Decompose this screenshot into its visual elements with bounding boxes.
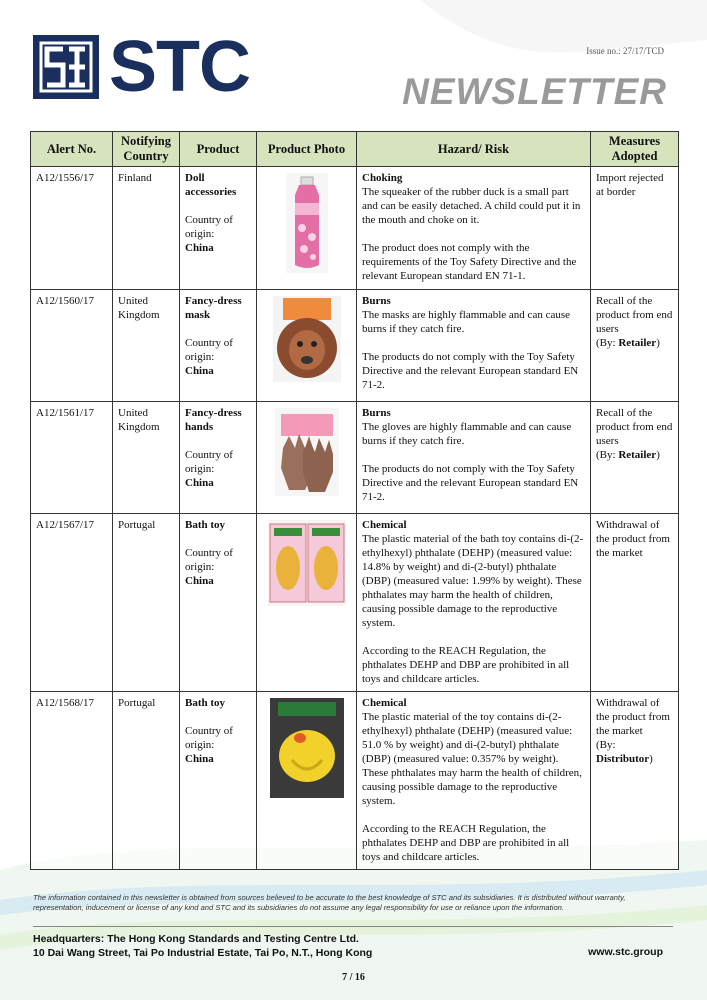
origin-label: Country of origin:	[185, 547, 233, 573]
disclaimer-text: The information contained in this newsletter is obtained from sources believed to be accurate to the best knowledge of STC and its subsidiaries. It is distributed without warranty, representation, inducement or license of any kind and STC and its subsidiaries do not assume any legal responsibility for use or reliance upon the information.	[33, 893, 626, 912]
product-name: Bath toy	[185, 697, 226, 709]
measures-cell	[591, 514, 679, 692]
product-photo-doll-accessories	[286, 173, 328, 273]
measure-text: Import rejected at border	[596, 172, 664, 198]
column-header: Measures Adopted	[591, 132, 679, 167]
table-row	[31, 290, 679, 402]
stc-logo-text: STC	[109, 27, 250, 107]
notifying-country: United Kingdom	[113, 290, 180, 402]
hazard-description: The plastic material of the bath toy contains di-(2-ethylhexyl) phthalate (DEHP) (measured value: 14.8% by weight) and di-(2-butyl) phthalate (DBP) (measured value: 1.99% by weight). These phthalates may harm the health of children, causing possible damage to the reproductive system.	[362, 533, 584, 629]
issue-number: Issue no.: 27/17/TCD	[586, 46, 664, 56]
measure-by-party: Retailer	[618, 337, 657, 349]
alert-number: A12/1556/17	[31, 167, 113, 290]
origin-label: Country of origin:	[185, 725, 233, 751]
notifying-country: Portugal	[113, 514, 180, 692]
hazard-cell	[357, 514, 591, 692]
hazard-cell	[357, 692, 591, 870]
hazard-compliance: The products do not comply with the Toy Safety Directive and the relevant European standard EN 71-2.	[362, 463, 579, 503]
origin-country: China	[185, 242, 214, 254]
product-cell	[180, 167, 257, 290]
product-photo-cell	[257, 167, 357, 290]
hazard-description: The plastic material of the toy contains di-(2-ethylhexyl) phthalate (DEHP) (measured value: 51.0 % by weight) and di-(2-butyl) phthalate (DBP) (measured value: 0.357% by weight). These phthalates may harm the health of children, causing possible damage to the reproductive system.	[362, 711, 582, 807]
product-photo-cell	[257, 402, 357, 514]
stc-logo	[33, 27, 250, 107]
alert-number: A12/1567/17	[31, 514, 113, 692]
product-cell	[180, 402, 257, 514]
footer-divider	[33, 926, 673, 927]
measures-cell	[591, 167, 679, 290]
product-name: Fancy-dress mask	[185, 295, 242, 321]
hazard-title: Chemical	[362, 519, 407, 531]
measures-cell	[591, 402, 679, 514]
notifying-country: Portugal	[113, 692, 180, 870]
hazard-cell	[357, 290, 591, 402]
measure-text: Withdrawal of the product from the market	[596, 697, 670, 737]
alert-number: A12/1560/17	[31, 290, 113, 402]
hazard-regulation: According to the REACH Regulation, the phthalates DEHP and DBP are prohibited in all toys and childcare articles.	[362, 645, 570, 685]
measure-by-party: Retailer	[618, 449, 657, 461]
table-row	[31, 692, 679, 870]
table-row	[31, 402, 679, 514]
headquarters-address	[33, 932, 372, 960]
hq-name: Headquarters: The Hong Kong Standards and Testing Centre Ltd.	[33, 933, 359, 945]
newsletter-title: NEWSLETTER	[402, 71, 667, 112]
hq-street: 10 Dai Wang Street, Tai Po Industrial Estate, Tai Po, N.T., Hong Kong	[33, 947, 373, 959]
measures-cell	[591, 692, 679, 870]
measure-by-party: Distributor	[596, 753, 650, 765]
product-photo-fancy-dress-hands	[275, 408, 339, 496]
origin-country: China	[185, 575, 214, 587]
origin-country: China	[185, 365, 214, 377]
hazard-cell	[357, 402, 591, 514]
alert-number: A12/1561/17	[31, 402, 113, 514]
table-row	[31, 514, 679, 692]
page-number: 7 / 16	[342, 972, 365, 983]
hazard-cell	[357, 167, 591, 290]
hazard-title: Choking	[362, 172, 403, 184]
hazard-description: The squeaker of the rubber duck is a small part and can be easily detached. A child could put it in the mouth and choke on it.	[362, 186, 581, 226]
column-header: Hazard/ Risk	[357, 132, 591, 167]
origin-label: Country of origin:	[185, 449, 233, 475]
hazard-regulation: According to the REACH Regulation, the phthalates DEHP and DBP are prohibited in all toys and childcare articles.	[362, 823, 570, 863]
hazard-description: The gloves are highly flammable and can cause burns if they catch fire.	[362, 421, 572, 447]
alert-number: A12/1568/17	[31, 692, 113, 870]
column-header: Alert No.	[31, 132, 113, 167]
table-header-row	[31, 132, 679, 167]
hazard-compliance: The product does not comply with the requirements of the Toy Safety Directive and the relevant European standard EN 71-1.	[362, 242, 577, 282]
notifying-country: Finland	[113, 167, 180, 290]
product-photo-bath-toy-yellow	[270, 698, 344, 798]
hazard-description: The masks are highly flammable and can cause burns if they catch fire.	[362, 309, 571, 335]
product-photo-cell	[257, 692, 357, 870]
alerts-table	[30, 131, 679, 870]
stc-logo-mark-icon	[33, 35, 99, 99]
hazard-title: Burns	[362, 407, 391, 419]
origin-label: Country of origin:	[185, 337, 233, 363]
product-photo-cell	[257, 514, 357, 692]
product-photo-cell	[257, 290, 357, 402]
hazard-title: Burns	[362, 295, 391, 307]
product-name: Fancy-dress hands	[185, 407, 242, 433]
measure-by: (By: Retailer)	[596, 449, 660, 461]
notifying-country: United Kingdom	[113, 402, 180, 514]
website-link[interactable]: www.stc.group	[588, 946, 663, 958]
product-photo-bath-toy	[268, 520, 346, 606]
table-row	[31, 167, 679, 290]
product-name: Bath toy	[185, 519, 226, 531]
hazard-compliance: The products do not comply with the Toy Safety Directive and the relevant European standard EN 71-2.	[362, 351, 579, 391]
product-name: Doll accessories	[185, 172, 237, 198]
column-header: Notifying Country	[113, 132, 180, 167]
measure-text: Recall of the product from end users	[596, 407, 673, 447]
product-cell	[180, 692, 257, 870]
measure-text: Recall of the product from end users	[596, 295, 673, 335]
product-cell	[180, 290, 257, 402]
hazard-title: Chemical	[362, 697, 407, 709]
origin-label: Country of origin:	[185, 214, 233, 240]
column-header: Product	[180, 132, 257, 167]
origin-country: China	[185, 753, 214, 765]
product-photo-fancy-dress-mask	[273, 296, 341, 382]
product-cell	[180, 514, 257, 692]
measure-by: (By: Retailer)	[596, 337, 660, 349]
measure-text: Withdrawal of the product from the market	[596, 519, 670, 559]
measure-by: (By: Distributor)	[596, 739, 653, 765]
column-header: Product Photo	[257, 132, 357, 167]
measures-cell	[591, 290, 679, 402]
origin-country: China	[185, 477, 214, 489]
